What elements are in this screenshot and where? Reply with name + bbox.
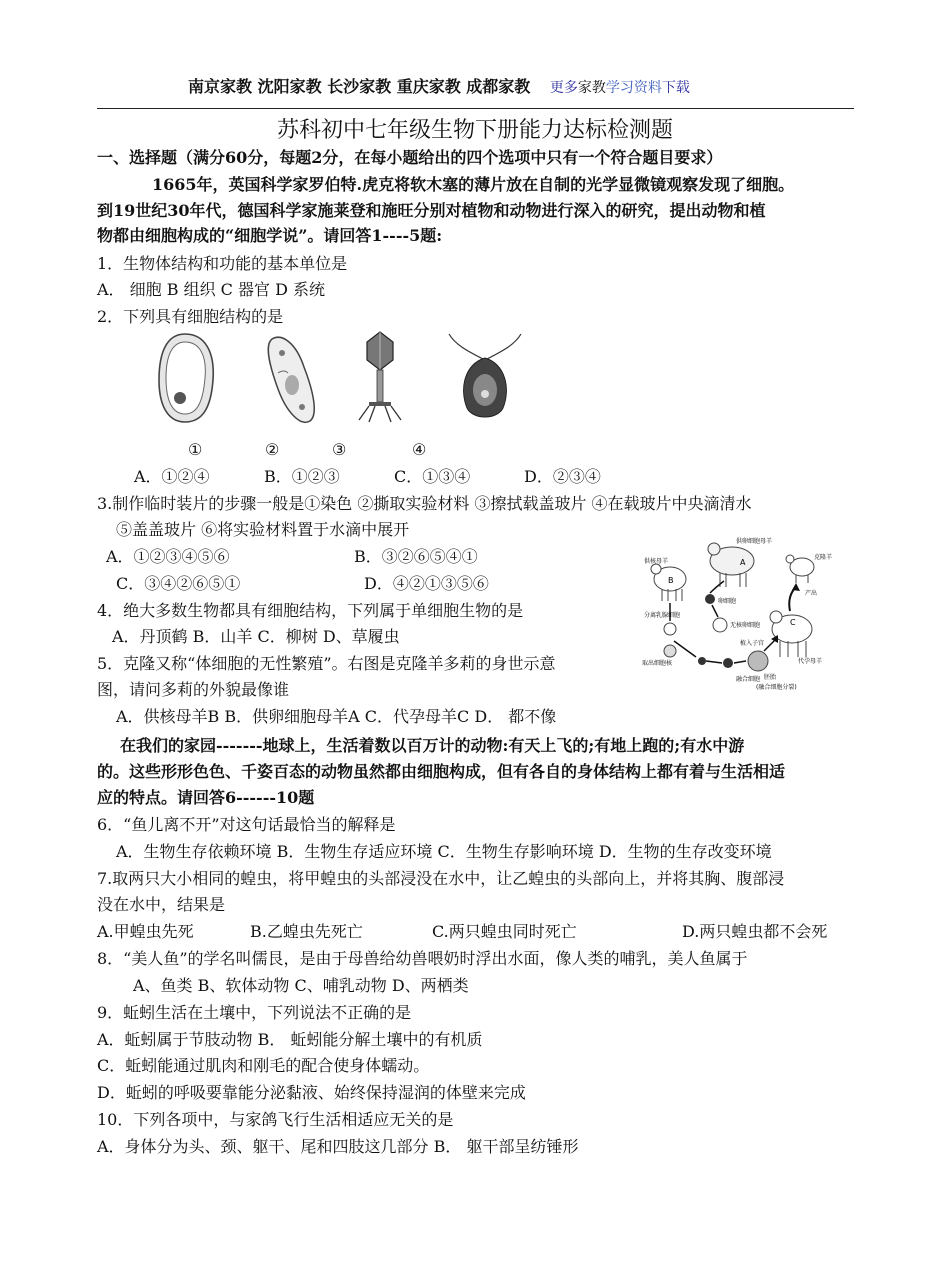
q5-stem-line2: 图，请问多莉的外貌最像谁 xyxy=(97,680,290,699)
q9-stem: 9．蚯蚓生活在土壤中，下列说法不正确的是 xyxy=(97,1003,412,1022)
intro2-line3: 应的特点。请回答6------10题 xyxy=(97,788,315,807)
q7-option-d: D.两只蝗虫都不会死 xyxy=(682,922,828,941)
intro2-line1: 在我们的家园-------地球上，生活着数以百万计的动物:有天上飞的;有地上跑的;有水中游 xyxy=(120,736,745,755)
chlamydomonas-image xyxy=(445,330,525,426)
page-header xyxy=(188,74,690,97)
label-c: C xyxy=(790,618,796,627)
egg-cell-icon xyxy=(705,594,715,604)
q2-option-d: D．②③④ xyxy=(524,467,601,486)
dolly-icon xyxy=(786,555,814,583)
q6-stem: 6．“鱼儿离不开”对这句话最恰当的解释是 xyxy=(97,815,396,834)
label-embryo-note: (融合细胞分裂) xyxy=(756,684,797,691)
mammary-cell-icon xyxy=(664,623,676,635)
q7-option-c: C.两只蝗虫同时死亡 xyxy=(432,922,577,941)
q7-stem-line1: 7.取两只大小相同的蝗虫，将甲蝗虫的头部浸没在水中，让乙蝗虫的头部向上，并将其胸、腹部浸 xyxy=(97,869,785,888)
q3-option-a: A．①②③④⑤⑥ xyxy=(106,547,230,566)
q3-stem-line2: ⑤盖盖玻片 ⑥将实验材料置于水滴中展开 xyxy=(116,520,410,539)
q2-option-b: B．①②③ xyxy=(264,467,340,486)
q3-option-c: C．③④②⑥⑤① xyxy=(116,574,241,593)
label-surrogate: 代孕母羊 xyxy=(798,658,823,665)
label-born: 产出 xyxy=(805,590,818,597)
q2-label-2: ② xyxy=(265,440,280,459)
q4-options: A．丹顶鹤 B．山羊 C．柳树 D、草履虫 xyxy=(112,627,400,646)
intro1-line3: 物都由细胞构成的“细胞学说”。请回答1----5题: xyxy=(97,226,443,245)
label-separate: 分离乳腺细胞 xyxy=(644,612,681,619)
intro1-line1: 1665年，英国科学家罗伯特.虎克将软木塞的薄片放在自制的光学显微镜观察发现了细胞。 xyxy=(152,175,795,194)
nucleus-icon xyxy=(664,645,676,657)
q2-label-1: ① xyxy=(188,440,203,459)
fused-cell-icon xyxy=(698,657,706,665)
q5-stem-line1: 5．克隆又称“体细胞的无性繁殖”。右图是克隆羊多莉的身世示意 xyxy=(97,654,556,673)
header-more-link[interactable]: 更多家教学习资料下载 xyxy=(549,80,690,96)
q10-stem: 10．下列各项中，与家鸽飞行生活相适应无关的是 xyxy=(97,1110,454,1129)
label-implant: 植入子宫 xyxy=(740,640,765,647)
q10-options: A．身体分为头、颈、躯干、尾和四肢这几部分 B． 躯干部呈纺锤形 xyxy=(97,1137,579,1156)
plant-cell-image xyxy=(155,332,217,424)
q9-options-ab: A．蚯蚓属于节肢动物 B． 蚯蚓能分解土壤中的有机质 xyxy=(97,1030,483,1049)
embryo-icon xyxy=(748,651,768,671)
q3-stem-line1: 3.制作临时装片的步骤一般是①染色 ②撕取实验材料 ③擦拭载盖玻片 ④在载玻片中央滴清水 xyxy=(97,494,752,513)
label-fuse: 融合细胞 xyxy=(736,676,761,683)
header-divider xyxy=(97,108,854,109)
sheep-a-icon xyxy=(708,543,754,587)
q4-stem: 4．绝大多数生物都具有细胞结构，下列属于单细胞生物的是 xyxy=(97,601,524,620)
q3-option-b: B．③②⑥⑤④① xyxy=(354,547,478,566)
q7-option-a: A.甲蝗虫先死 xyxy=(97,922,194,941)
intro1-line2: 到19世纪30年代，德国科学家施莱登和施旺分别对植物和动物进行深入的研究，提出动物和植 xyxy=(97,201,766,220)
bacteriophage-image xyxy=(355,330,405,426)
q1-options: A． 细胞 B 组织 C 器官 D 系统 xyxy=(97,280,325,299)
q2-label-3: ③ xyxy=(332,440,347,459)
label-nucleus: 取出细胞核 xyxy=(642,660,673,667)
q5-options: A．供核母羊B B．供卵细胞母羊A C．代孕母羊C D． 都不像 xyxy=(116,707,557,726)
q2-stem: 2．下列具有细胞结构的是 xyxy=(97,307,284,326)
q2-label-4: ④ xyxy=(412,440,427,459)
label-a: A xyxy=(740,558,746,567)
label-embryo: 胚胎 xyxy=(764,674,777,681)
label-egg-donor: 供卵细胞母羊 xyxy=(736,538,773,545)
label-nucleus-donor: 供核母羊 xyxy=(644,558,669,565)
q8-options: A、鱼类 B、软体动物 C、哺乳动物 D、两栖类 xyxy=(133,976,469,995)
q9-option-d: D．蚯蚓的呼吸要靠能分泌黏液、始终保持湿润的体壁来完成 xyxy=(97,1083,526,1102)
cloning-diagram xyxy=(640,533,833,695)
intro2-line2: 的。这些形形色色、千姿百态的动物虽然都由细胞构成，但有各自的身体结构上都有着与生活相适 xyxy=(97,762,786,781)
paramecium-image xyxy=(262,333,324,425)
section-heading: 一、选择题（满分60分，每题2分，在每小题给出的四个选项中只有一个符合题目要求） xyxy=(97,148,723,167)
q2-option-c: C．①③④ xyxy=(394,467,471,486)
q3-option-d: D．④②①③⑤⑥ xyxy=(364,574,489,593)
label-egg: 卵细胞 xyxy=(718,598,737,605)
label-dolly: 克隆羊 xyxy=(814,554,833,561)
label-enucleated: 无核卵细胞 xyxy=(730,622,761,629)
enucleated-egg-icon xyxy=(713,618,727,632)
q2-option-a: A．①②④ xyxy=(134,467,210,486)
q1-stem: 1．生物体结构和功能的基本单位是 xyxy=(97,254,348,273)
q6-options: A．生物生存依赖环境 B．生物生存适应环境 C．生物生存影响环境 D．生物的生存改变环境 xyxy=(116,842,772,861)
q7-stem-line2: 没在水中，结果是 xyxy=(97,895,226,914)
q7-option-b: B.乙蝗虫先死亡 xyxy=(250,922,363,941)
label-b: B xyxy=(668,576,674,585)
page-title: 苏科初中七年级生物下册能力达标检测题 xyxy=(276,118,673,143)
q9-option-c: C．蚯蚓能通过肌肉和刚毛的配合使身体蠕动。 xyxy=(97,1056,430,1075)
header-cities[interactable]: 南京家教 沈阳家教 长沙家教 重庆家教 成都家教 xyxy=(188,77,531,96)
q8-stem: 8．“美人鱼”的学名叫儒艮，是由于母兽给幼兽喂奶时浮出水面，像人类的哺乳，美人鱼属于 xyxy=(97,949,748,968)
